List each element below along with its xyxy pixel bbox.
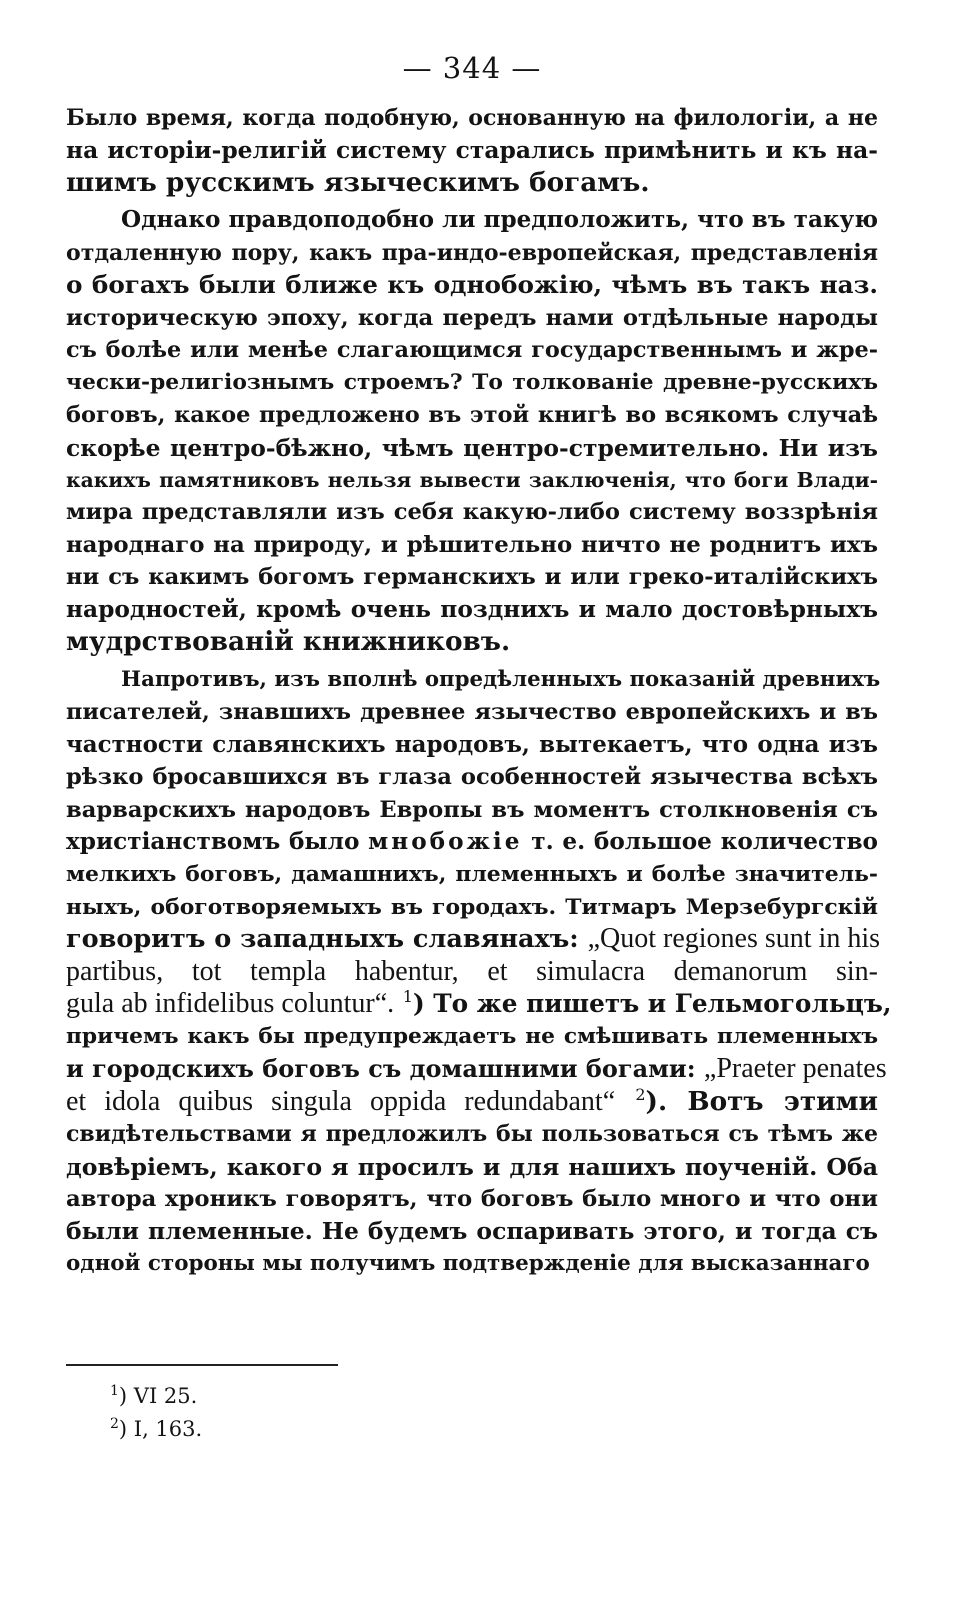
text-line: съ болѣе или менѣе слагающимся государственнымъ и жре- (66, 337, 878, 364)
footnotes (110, 1380, 202, 1446)
text-line: автора хроникъ говорятъ, что боговъ было много и что они (66, 1185, 878, 1212)
text-line: Напротивъ, изъ вполнѣ опредѣленныхъ показаній древнихъ (121, 666, 881, 692)
latin-quote: et idola quibus singula oppida redundabant“ (66, 1085, 616, 1117)
text-line: ни съ какимъ богомъ германскихъ и или греко-италійскихъ (66, 564, 878, 591)
footnote-ref-2[interactable]: 2 (635, 1084, 646, 1104)
text-line: рѣзко бросавшихся въ глаза особенностей язычества всѣхъ (66, 764, 878, 791)
latin-quote: „Quot regiones sunt in his (587, 923, 881, 955)
text-line: мудрствованій книжниковъ. (66, 626, 511, 658)
text-run: и городскихъ боговъ съ домашними богами: (66, 1054, 696, 1084)
footnote-ref-1[interactable]: 1 (402, 987, 413, 1007)
text-line: Однако правдоподобно ли предположить, что въ такую (121, 206, 878, 234)
text-run: ). Вотъ этими (645, 1085, 878, 1117)
text-line (66, 923, 881, 955)
text-line: скорѣе центро-бѣжно, чѣмъ центро-стремительно. Ни изъ (66, 433, 878, 462)
text-line: свидѣтельствами я предложилъ бы пользоваться съ тѣмъ же (66, 1121, 878, 1148)
footnote-divider (66, 1364, 338, 1366)
footnote-1 (110, 1380, 202, 1413)
text-line: частности славянскихъ народовъ, вытекаетъ, что одна изъ (66, 730, 878, 758)
footnote-text: ) I, 163. (118, 1417, 203, 1441)
text-run: ) То же пишетъ и Гельмогольцъ, (412, 989, 892, 1019)
text-line: народнаго на природу, и рѣшительно ничто не роднитъ ихъ (66, 531, 878, 558)
text-line (66, 826, 878, 858)
text-line (66, 1086, 878, 1118)
text-line: отдаленную пору, какъ пра-индо-европейская, представленія (66, 239, 878, 266)
paragraph-1 (66, 102, 878, 199)
text-line: Было время, когда подобную, основанную на филологіи, а не (66, 105, 878, 131)
text-line (66, 1053, 887, 1085)
latin-quote-line: partibus, tot templa habentur, et simulacra demanorum sin- (66, 955, 878, 987)
text-line: довѣріемъ, какого я просилъ и для нашихъ поученій. Оба (66, 1152, 878, 1181)
latin-quote: „Praeter penates (703, 1053, 887, 1085)
footnote-mark: 1 (110, 1383, 119, 1399)
text-line: какихъ памятниковъ нельзя вывести заключенія, что боги Влади- (66, 467, 878, 492)
footnote-mark: 2 (110, 1416, 119, 1432)
text-line (66, 987, 892, 1020)
latin-quote: gula ab infidelibus coluntur“. (66, 988, 395, 1020)
text-run: т. е. большое количество (531, 827, 878, 855)
text-line: варварскихъ народовъ Европы въ моментъ столкновенія съ (66, 796, 878, 823)
text-line: писателей, знавшихъ древнее язычество европейскихъ и въ (66, 699, 878, 726)
text-line: боговъ, какое предложено въ этой книгѣ во всякомъ случаѣ (66, 402, 878, 429)
paragraph-2 (66, 204, 878, 658)
text-line: на исторіи-религій систему старались примѣнить и къ на- (66, 136, 878, 165)
text-line: народностей, кромѣ очень позднихъ и мало достовѣрныхъ (66, 595, 878, 623)
book-page (66, 48, 892, 1280)
text-run: христіанствомъ было (66, 827, 360, 855)
text-line: историческую эпоху, когда передъ нами отдѣльные народы (66, 304, 878, 331)
paragraph-3 (66, 664, 892, 1281)
text-line: одной стороны мы получимъ подтвержденіе для высказаннаго (66, 1250, 870, 1276)
text-line: были племенные. Не будемъ оспаривать этого, и тогда съ (66, 1217, 878, 1246)
text-line: о богахъ были ближе къ однобожію, чѣмъ въ такъ наз. (66, 270, 878, 300)
text-line: причемъ какъ бы предупреждаетъ не смѣшивать племенныхъ (66, 1023, 878, 1049)
text-run: говоритъ о западныхъ славянахъ: (66, 924, 579, 955)
text-line: ныхъ, обоготворяемыхъ въ городахъ. Титмаръ Мерзебургскій (66, 893, 878, 920)
text-line: мира представляли изъ себя какую-либо систему воззрѣнія (66, 499, 878, 526)
footnote-2 (110, 1413, 202, 1446)
spaced-emphasis: мнобожіе (368, 827, 523, 855)
footnote-text: ) VI 25. (118, 1384, 198, 1408)
text-line: мелкихъ боговъ, дамашнихъ, племенныхъ и болѣе значитель- (66, 861, 878, 888)
page-number: — 344 — (402, 51, 542, 85)
text-line: шимъ русскимъ языческимъ богамъ. (66, 166, 650, 198)
text-line: чески-религіознымъ строемъ? То толкованіе древне-русскихъ (66, 369, 878, 395)
